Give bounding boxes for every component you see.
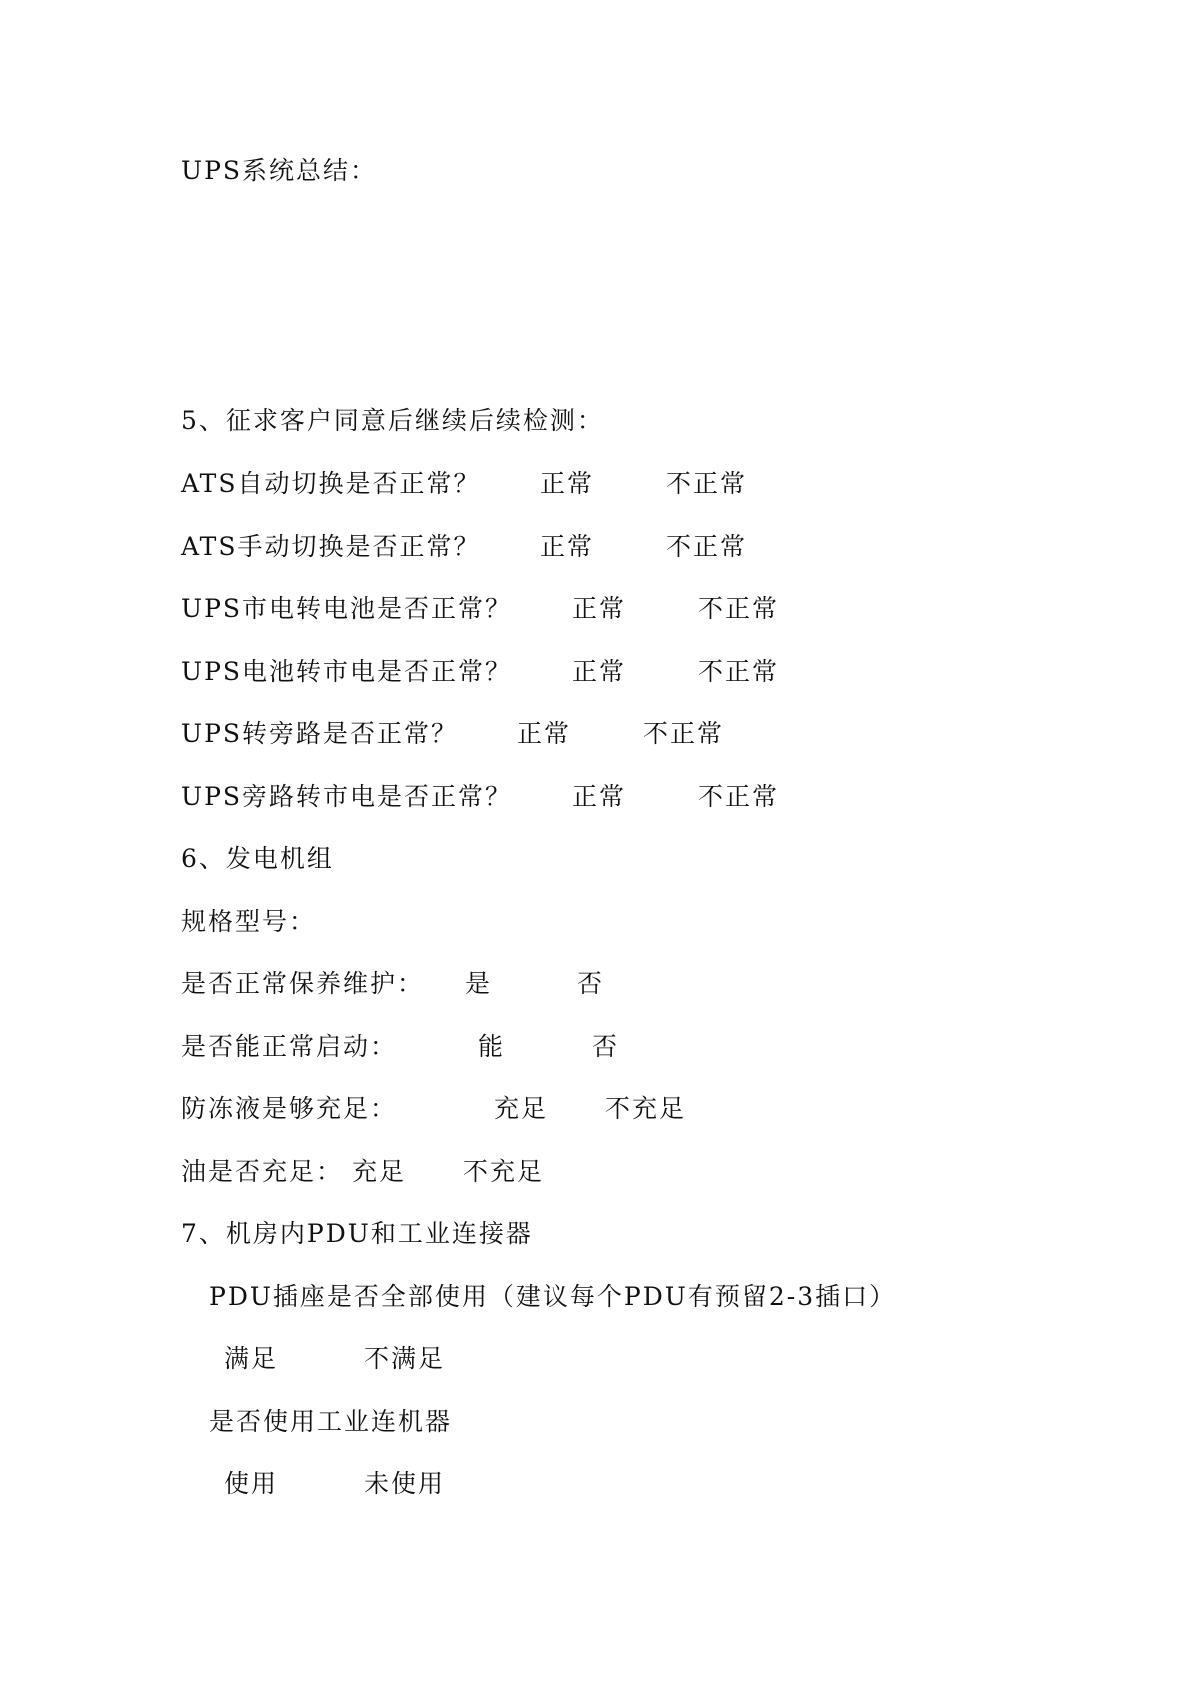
section5-question: UPS市电转电池是否正常？ [181,594,513,623]
option-no: 否 [592,1032,620,1061]
section5-question: UPS电池转市电是否正常？ [181,657,513,686]
ups-summary-label: UPS系统总结： [181,156,378,185]
pdu-question: PDU插座是否全部使用（建议每个PDU有预留2-3插口） [209,1282,897,1311]
option-insufficient: 不充足 [605,1094,687,1123]
option-insufficient: 不充足 [463,1157,545,1186]
section5-question: UPS旁路转市电是否正常？ [181,782,513,811]
option-satisfied: 满足 [224,1344,279,1373]
option-sufficient: 充足 [494,1094,549,1123]
maintenance-question: 是否正常保养维护： [181,969,425,998]
option-normal: 正常 [540,532,595,561]
option-can: 能 [478,1032,506,1061]
antifreeze-question: 防冻液是够充足： [181,1094,398,1123]
option-abnormal: 不正常 [666,469,748,498]
connector-question: 是否使用工业连机器 [209,1407,453,1436]
section6-heading: 6、发电机组 [181,844,334,873]
option-unsatisfied: 不满足 [364,1344,446,1373]
option-abnormal: 不正常 [666,532,748,561]
option-normal: 正常 [572,782,627,811]
option-abnormal: 不正常 [698,594,780,623]
model-label: 规格型号： [181,907,317,936]
section7-heading: 7、机房内PDU和工业连接器 [181,1219,533,1248]
option-abnormal: 不正常 [643,719,725,748]
option-abnormal: 不正常 [698,782,780,811]
section5-question: ATS自动切换是否正常？ [181,469,481,498]
section5-heading: 5、征求客户同意后继续后续检测： [181,406,604,435]
option-sufficient: 充足 [352,1157,407,1186]
option-normal: 正常 [540,469,595,498]
section5-question: ATS手动切换是否正常？ [181,532,481,561]
option-not-used: 未使用 [364,1469,446,1498]
option-yes: 是 [465,969,493,998]
option-abnormal: 不正常 [698,657,780,686]
option-normal: 正常 [517,719,572,748]
option-normal: 正常 [572,594,627,623]
option-normal: 正常 [572,657,627,686]
startup-question: 是否能正常启动： [181,1032,398,1061]
option-used: 使用 [224,1469,279,1498]
oil-question: 油是否充足： [181,1157,344,1186]
section5-question: UPS转旁路是否正常？ [181,719,459,748]
option-no: 否 [577,969,605,998]
